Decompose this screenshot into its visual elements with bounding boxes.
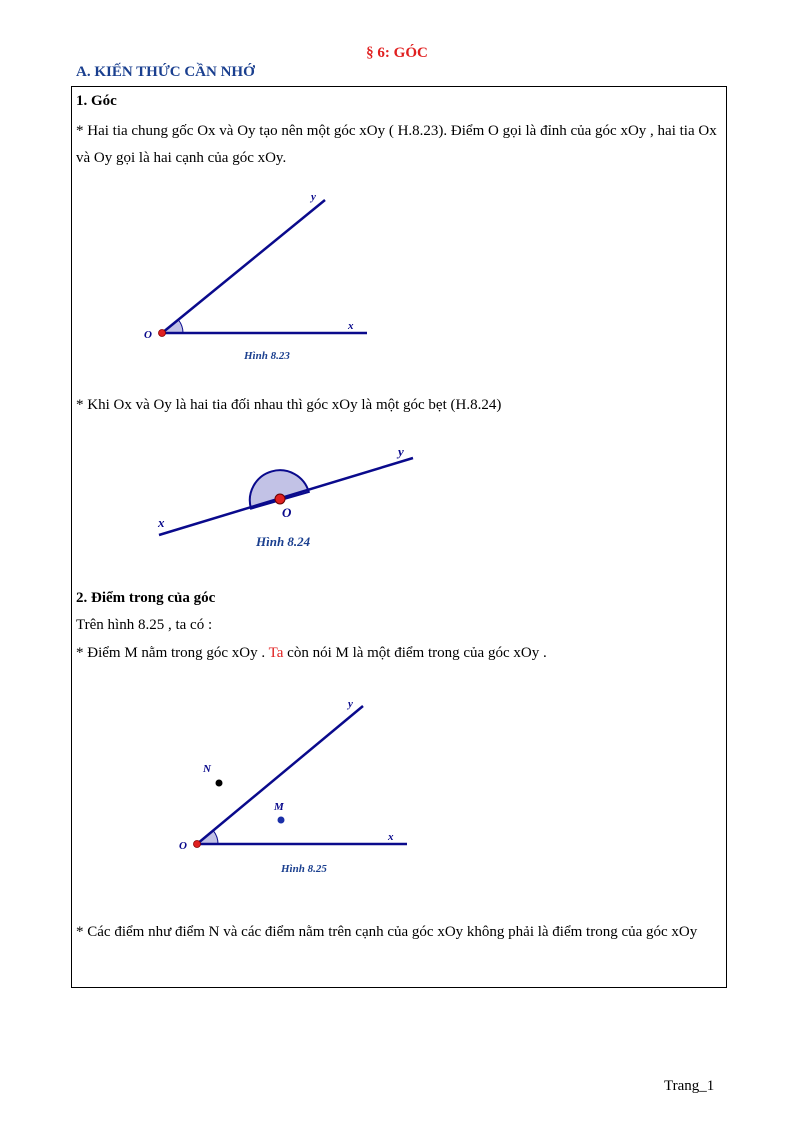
part2-line1: Trên hình 8.25 , ta có : bbox=[76, 617, 213, 633]
line2-text-red: Ta bbox=[268, 645, 284, 661]
page-number: Trang_1 bbox=[664, 1078, 715, 1094]
line2-text-c: còn nói M là một điểm trong của góc xOy . bbox=[283, 645, 547, 661]
line-xy bbox=[159, 458, 413, 535]
figure-8-23 bbox=[130, 185, 390, 365]
label-o: O bbox=[179, 840, 187, 852]
figure-caption: Hình 8.24 bbox=[256, 534, 311, 549]
section-heading: A. KIẾN THỨC CẦN NHỚ bbox=[76, 64, 255, 80]
figure-caption: Hình 8.23 bbox=[244, 350, 290, 362]
figure-caption: Hình 8.25 bbox=[281, 863, 327, 875]
part2-heading: 2. Điểm trong của góc bbox=[76, 590, 216, 606]
part2-paragraph3: * Các điểm như điểm N và các điểm nằm trên cạnh của góc xOy không phải là điểm trong của góc xOy bbox=[76, 924, 698, 940]
figure-8-25 bbox=[170, 695, 420, 880]
point-n bbox=[216, 780, 223, 787]
point-m bbox=[278, 817, 285, 824]
label-o: O bbox=[144, 329, 152, 341]
label-x: x bbox=[158, 515, 165, 530]
ray-oy bbox=[162, 200, 325, 333]
label-x: x bbox=[348, 320, 354, 332]
label-n: N bbox=[203, 763, 211, 775]
label-x: x bbox=[388, 831, 394, 843]
label-m: M bbox=[274, 801, 284, 813]
vertex-o-point bbox=[194, 841, 201, 848]
page-title: § 6: GÓC bbox=[366, 45, 428, 61]
part2-line2 bbox=[76, 643, 547, 663]
part1-heading: 1. Góc bbox=[76, 93, 117, 109]
vertex-o-point bbox=[159, 330, 166, 337]
label-o: O bbox=[282, 505, 292, 520]
label-y: y bbox=[398, 444, 404, 459]
label-y: y bbox=[348, 698, 353, 710]
line2-text-a: * Điểm M nằm trong góc xOy . bbox=[76, 645, 269, 661]
vertex-o-point bbox=[275, 494, 285, 504]
figure-8-24 bbox=[150, 440, 430, 555]
part1-paragraph1: * Hai tia chung gốc Ox và Oy tạo nên một góc xOy ( H.8.23). Điểm O gọi là đỉnh của góc xOy , hai tia Ox và Oy gọi là hai cạnh của góc xOy. bbox=[76, 123, 717, 166]
part1-paragraph2: * Khi Ox và Oy là hai tia đối nhau thì góc xOy là một góc bẹt (H.8.24) bbox=[76, 397, 502, 413]
label-y: y bbox=[311, 191, 316, 203]
